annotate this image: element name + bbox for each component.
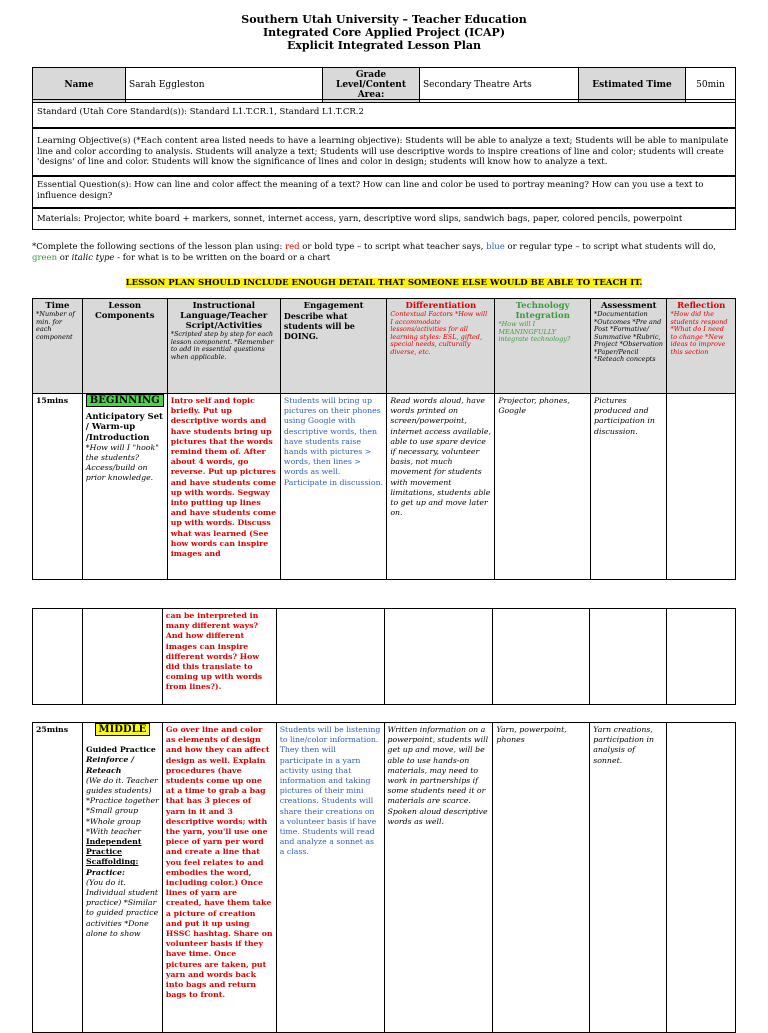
beginning-assessment: Pictures produced and participation in discussion. — [591, 394, 667, 580]
beginning-components — [82, 394, 167, 580]
guided-note: (We do it. Teacher guides students) *Practice together *Small group *Whole group *With teacher — [85, 775, 159, 836]
notice-line — [0, 278, 768, 288]
notice-text: LESSON PLAN SHOULD INCLUDE ENOUGH DETAIL THAT SOMEONE ELSE WOULD BE ABLE TO TEACH IT. — [125, 278, 643, 288]
beginning-teacher-script-continued: can be interpreted in many different ways? And how different images can inspire different words? How did this translate to coming up with words from lines?). — [162, 609, 276, 705]
component-note: *How will I "hook" the students? Access/build on prior knowledge. — [85, 442, 159, 483]
essential-label: Essential Question(s): — [37, 180, 132, 190]
materials-box — [32, 208, 736, 230]
essential-value: How can line and color affect the meaning of a text? How can line and color be used to portray meaning? How can you use a text to influence design? — [37, 180, 704, 201]
middle-time: 25mins — [33, 723, 83, 1033]
objective-box — [32, 128, 736, 176]
name-label: Name — [33, 68, 126, 103]
italic-key: italic type — [71, 253, 115, 263]
independent-note: (You do it. Individual student practice) *Similar to guided practice activities *Done alone to show — [85, 877, 159, 938]
grade-label: Grade Level/Content Area: — [323, 68, 420, 103]
middle-differentiation: Written information on a powerpoint, students will get up and move, will be able to use hands-on materials, may need to work in partnerships if some students need it or materials are scarce. Spoken aloud descriptive words as well. — [384, 723, 493, 1033]
green-key: green — [32, 253, 58, 263]
beginning-time: 15mins — [33, 394, 83, 580]
info-table — [32, 67, 736, 103]
component-title: Anticipatory Set / Warm-up /Introduction — [85, 412, 163, 443]
col-technology: Technology Integration *How will I MEANINGFULLY integrate technology? — [495, 299, 591, 394]
middle-technology: Yarn, powerpoint, phones — [493, 723, 590, 1033]
objective-value: Students will be able to analyze a text; Students will be able to manipulate line and color according to analysis. Students will analyze a text; Students will use descriptive words to inspire creations of line and color; students will create 'designs' of line and color. Students will know the significance of lines and color in design; students will know how to analyze a text. — [37, 136, 729, 167]
standard-value: Standard L1.T.CR.1, Standard L1.T.CR.2 — [187, 107, 364, 117]
guided-title: Guided Practice — [85, 745, 156, 755]
grade-value: Secondary Theatre Arts — [420, 68, 579, 103]
middle-students: Students will be listening to line/color information. They then will participate in a yarn activity using that information and taking pictures of their mini creations. Students will share their creations on a volunteer basis if have time. Students will read and analyze a sonnet as a class. — [276, 723, 384, 1033]
materials-value: Projector, white board + markers, sonnet, internet access, yarn, descriptive word slips, sandwich bags, paper, colored pencils, powerpoint — [81, 214, 683, 224]
practice-label: Practice: — [85, 867, 125, 877]
document-heading: Explicit Integrated Lesson Plan — [286, 39, 482, 52]
beginning-students: Students will bring up pictures on their phones using Google with descriptive words, then have students raise hands with pictures > words, then lines > words as well. Participate in discussion. — [280, 394, 386, 580]
document-subtitle: Integrated Core Applied Project (ICAP) — [262, 26, 506, 39]
beginning-reflection — [667, 394, 736, 580]
beginning-teacher-script: Intro self and topic briefly. Put up descriptive words and have students bring up pictures that the words remind them of. After about 4 words, go reverse. Put up pictures and have students come up with words. Segway into putting up lines and have students come up with words. Discuss what was learned (See how words can inspire images and — [167, 394, 280, 580]
guided-sub: Reinforce / Reteach — [85, 755, 134, 775]
beginning-technology: Projector, phones, Google — [495, 394, 591, 580]
lesson-grid-top — [32, 298, 736, 580]
middle-assessment: Yarn creations, participation in analysis of sonnet. — [590, 723, 667, 1033]
col-components: Lesson Components — [82, 299, 167, 394]
col-instructional: Instructional Language/Teacher Script/Activities *Scripted step by step for each lesson component. *Remember to add in essential questions when applicable. — [167, 299, 280, 394]
col-assessment: Assessment *Documentation *Outcomes *Pre and Post *Formative/ Summative *Rubric, Project *Observation *Paper/Pencil *Reteach concepts — [591, 299, 667, 394]
independent-title: Independent Practice Scaffolding: — [85, 837, 142, 867]
document-title: Southern Utah University – Teacher Education — [241, 13, 527, 26]
lesson-grid-continued — [32, 608, 736, 705]
middle-components — [82, 723, 162, 1033]
middle-row — [33, 723, 736, 1033]
middle-teacher-script: Go over line and color as elements of design and how they can affect design as well. Explain procedures (have students come up one at a time to grab a bag that has 3 pieces of yarn in it and 3 descriptive words; with the yarn, you'll use one piece of yarn per word and create a line that you feel relates to and embodies the word, including color.) Once lines of yarn are created, have them take a picture of creation and put it up using HSSC hashtag. Share on volunteer basis if they have time. Once pictures are taken, put yarn and words back into bags and return bags to front. — [162, 723, 276, 1033]
col-engagement: Engagement Describe what students will be DOING. — [280, 299, 386, 394]
col-differentiation: Differentiation Contextual Factors *How will I accommodate lessons/activities for all learning styles: ESL, gifted, special needs, culturally diverse, etc. — [387, 299, 495, 394]
time-label: Estimated Time — [579, 68, 686, 103]
blue-key: blue — [486, 242, 505, 252]
essential-question-box — [32, 176, 736, 208]
objective-label: Learning Objective(s) (*Each content area listed needs to have a learning objective): — [37, 136, 403, 146]
red-key: red — [285, 242, 300, 252]
col-time: Time *Number of min. for each component — [33, 299, 83, 394]
standard-box — [32, 99, 736, 128]
color-key-instructions: *Complete the following sections of the lesson plan using: red or bold type – to script what teacher says, blue or regular type – to script what students will do, green or italic type - for what is to be written on the board or a chart — [32, 242, 717, 263]
middle-tag: MIDDLE — [95, 723, 151, 736]
beginning-row — [33, 394, 736, 580]
time-value: 50min — [686, 68, 736, 103]
standard-label: Standard (Utah Core Standard(s)): — [37, 107, 188, 117]
middle-reflection — [667, 723, 736, 1033]
lesson-grid-middle — [32, 722, 736, 1033]
materials-label: Materials: — [37, 214, 82, 224]
beginning-tag: BEGINNING — [86, 394, 164, 407]
beginning-differentiation: Read words aloud, have words printed on screen/powerpoint, internet access available, able to use spare device if necessary, volunteer basis, not much movement for students with movement limitations, students able to get up and move later on. — [387, 394, 495, 580]
col-reflection: Reflection *How did the students respond *What do I need to change *New ideas to improve this section — [667, 299, 736, 394]
name-value: Sarah Eggleston — [126, 68, 323, 103]
